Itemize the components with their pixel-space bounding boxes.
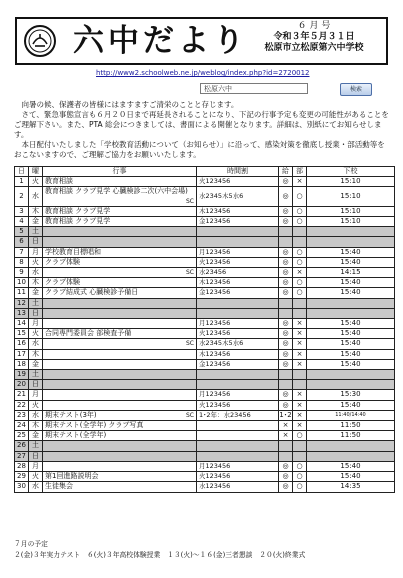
timetable-cell: 火123456 bbox=[197, 472, 279, 482]
intro-paragraph: 向暑の候、保護者の皆様にはますますご清栄のことと存じます。 bbox=[14, 100, 239, 109]
table-row bbox=[15, 410, 395, 420]
next-month-events: ２(金)３年実力テスト ６(火)３年高校体験授業 １３(火)～１６(金)三者懇談 ２０(火)終業式 bbox=[14, 551, 306, 559]
day-cell: 10 bbox=[15, 278, 29, 288]
dismissal-cell bbox=[307, 451, 395, 461]
day-cell: 7 bbox=[15, 247, 29, 257]
weekday-cell: 木 bbox=[29, 421, 43, 431]
header-club: 部 bbox=[293, 167, 307, 177]
timetable-cell bbox=[197, 421, 279, 431]
day-cell: 28 bbox=[15, 461, 29, 471]
dismissal-cell: 14:35 bbox=[307, 482, 395, 492]
weekday-cell: 月 bbox=[29, 319, 43, 329]
event-cell bbox=[43, 380, 197, 390]
club-cell: ○ bbox=[293, 461, 307, 471]
event-cell bbox=[43, 257, 197, 267]
day-cell: 30 bbox=[15, 482, 29, 492]
weekday-cell: 水 bbox=[29, 410, 43, 420]
event-cell bbox=[43, 227, 197, 237]
event-cell bbox=[43, 268, 197, 278]
club-cell: × bbox=[293, 390, 307, 400]
table-row bbox=[15, 359, 395, 369]
dismissal-cell: 15:40 bbox=[307, 288, 395, 298]
lunch-cell: ◎ bbox=[279, 349, 293, 359]
event-text: クラブ体験 bbox=[45, 257, 80, 266]
lunch-cell: ◎ bbox=[279, 329, 293, 339]
weekday-cell: 木 bbox=[29, 278, 43, 288]
event-cell bbox=[43, 187, 197, 206]
dismissal-cell: 15:40 bbox=[307, 359, 395, 369]
timetable-cell: 月123456 bbox=[197, 390, 279, 400]
club-cell bbox=[293, 237, 307, 247]
event-cell bbox=[43, 472, 197, 482]
table-row bbox=[15, 247, 395, 257]
timetable-cell bbox=[197, 380, 279, 390]
table-row bbox=[15, 431, 395, 441]
day-cell: 18 bbox=[15, 359, 29, 369]
table-header-row bbox=[15, 167, 395, 177]
event-cell bbox=[43, 410, 197, 420]
club-cell bbox=[293, 308, 307, 318]
weekday-cell: 金 bbox=[29, 288, 43, 298]
lunch-cell: ◎ bbox=[279, 482, 293, 492]
dismissal-cell bbox=[307, 308, 395, 318]
event-cell bbox=[43, 177, 197, 187]
event-cell bbox=[43, 278, 197, 288]
table-row bbox=[15, 349, 395, 359]
club-cell: × bbox=[293, 177, 307, 187]
event-text: 学校教育目標唱和 bbox=[45, 247, 101, 256]
club-cell: ○ bbox=[293, 482, 307, 492]
lunch-cell: ◎ bbox=[279, 319, 293, 329]
table-row bbox=[15, 461, 395, 471]
table-row bbox=[15, 319, 395, 329]
weekday-cell: 木 bbox=[29, 206, 43, 216]
counselor-tag: SC bbox=[186, 411, 194, 419]
issue-info bbox=[264, 21, 364, 54]
event-text: クラブ結成式 心臓検診予備日 bbox=[45, 288, 139, 297]
counselor-tag: SC bbox=[186, 269, 194, 277]
timetable-cell bbox=[197, 227, 279, 237]
event-text: 教育相談 bbox=[45, 177, 73, 186]
weekday-cell: 月 bbox=[29, 247, 43, 257]
header-dismissal: 下校 bbox=[307, 167, 395, 177]
day-cell: 1 bbox=[15, 177, 29, 187]
table-row bbox=[15, 237, 395, 247]
club-cell: × bbox=[293, 268, 307, 278]
weekday-cell: 土 bbox=[29, 441, 43, 451]
event-cell bbox=[43, 247, 197, 257]
timetable-cell: 火123456 bbox=[197, 329, 279, 339]
day-cell: 22 bbox=[15, 400, 29, 410]
lunch-cell: ◎ bbox=[279, 339, 293, 349]
lunch-cell bbox=[279, 380, 293, 390]
lunch-cell: ◎ bbox=[279, 390, 293, 400]
event-text: 生徒集会 bbox=[45, 482, 73, 491]
dismissal-cell: 15:40 bbox=[307, 472, 395, 482]
next-month-schedule bbox=[14, 539, 394, 561]
club-cell: × bbox=[293, 410, 307, 420]
table-row bbox=[15, 421, 395, 431]
school-website-link[interactable]: http://www2.schoolweb.ne.jp/weblog/index.php?id=2720012 bbox=[96, 69, 310, 77]
lunch-cell: ◎ bbox=[279, 278, 293, 288]
table-row bbox=[15, 339, 395, 349]
header-day: 日 bbox=[15, 167, 29, 177]
day-cell: 13 bbox=[15, 308, 29, 318]
weekday-cell: 水 bbox=[29, 482, 43, 492]
club-cell: × bbox=[293, 400, 307, 410]
weekday-cell: 火 bbox=[29, 400, 43, 410]
lunch-cell: ◎ bbox=[279, 400, 293, 410]
timetable-cell: 月123456 bbox=[197, 319, 279, 329]
header-lunch: 給 bbox=[279, 167, 293, 177]
lunch-cell bbox=[279, 370, 293, 380]
dismissal-cell: 11:50 bbox=[307, 421, 395, 431]
dismissal-cell: 15:40 bbox=[307, 461, 395, 471]
dismissal-cell: 14:15 bbox=[307, 268, 395, 278]
day-cell: 12 bbox=[15, 298, 29, 308]
event-cell bbox=[43, 390, 197, 400]
lunch-cell: × bbox=[279, 431, 293, 441]
table-row bbox=[15, 308, 395, 318]
lunch-cell: ◎ bbox=[279, 359, 293, 369]
club-cell: ○ bbox=[293, 217, 307, 227]
event-text: クラブ体験 bbox=[45, 278, 80, 287]
club-cell: × bbox=[293, 319, 307, 329]
intro-paragraph: 本日配付いたしました「学校教育活動について（お知らせ）」に沿って、感染対策を徹底し授業・部活動等をおこないますので、ご理解ご協力をお願いいたします。 bbox=[14, 140, 385, 159]
day-cell: 9 bbox=[15, 268, 29, 278]
day-cell: 11 bbox=[15, 288, 29, 298]
club-cell: × bbox=[293, 339, 307, 349]
search-button[interactable]: 検索 bbox=[340, 83, 372, 96]
day-cell: 20 bbox=[15, 380, 29, 390]
timetable-cell bbox=[197, 298, 279, 308]
event-cell bbox=[43, 329, 197, 339]
dismissal-cell: 15:30 bbox=[307, 390, 395, 400]
day-cell: 21 bbox=[15, 390, 29, 400]
club-cell: ○ bbox=[293, 278, 307, 288]
dismissal-cell: 15:40 bbox=[307, 349, 395, 359]
dismissal-cell: 11:40/14:40 bbox=[307, 410, 395, 420]
weekday-cell: 水 bbox=[29, 339, 43, 349]
event-text: 第1回進路説明会 bbox=[45, 472, 99, 481]
event-text: 期末テスト(3年) bbox=[45, 410, 97, 419]
lunch-cell: ◎ bbox=[279, 247, 293, 257]
lunch-cell: ◎ bbox=[279, 177, 293, 187]
table-row bbox=[15, 390, 395, 400]
event-cell bbox=[43, 359, 197, 369]
weekday-cell: 月 bbox=[29, 461, 43, 471]
club-cell: ○ bbox=[293, 247, 307, 257]
table-row bbox=[15, 187, 395, 206]
dismissal-cell bbox=[307, 227, 395, 237]
event-cell bbox=[43, 288, 197, 298]
club-cell: × bbox=[293, 349, 307, 359]
event-text: 合同専門委員会 部検査予備 bbox=[45, 329, 132, 338]
weekday-cell: 土 bbox=[29, 227, 43, 237]
dismissal-cell: 15:40 bbox=[307, 400, 395, 410]
lunch-cell: ◎ bbox=[279, 206, 293, 216]
lunch-cell: × bbox=[279, 421, 293, 431]
event-cell bbox=[43, 217, 197, 227]
club-cell: × bbox=[293, 329, 307, 339]
table-row bbox=[15, 370, 395, 380]
event-cell bbox=[43, 482, 197, 492]
lunch-cell bbox=[279, 441, 293, 451]
event-cell bbox=[43, 308, 197, 318]
dismissal-cell: 15:40 bbox=[307, 319, 395, 329]
day-cell: 25 bbox=[15, 431, 29, 441]
dismissal-cell bbox=[307, 298, 395, 308]
day-cell: 15 bbox=[15, 329, 29, 339]
lunch-cell bbox=[279, 237, 293, 247]
search-input[interactable]: 松原六中 bbox=[200, 83, 308, 94]
intro-text bbox=[14, 100, 392, 160]
event-text: 教育相談 クラブ見学 bbox=[45, 217, 111, 226]
club-cell: × bbox=[293, 421, 307, 431]
weekday-cell: 火 bbox=[29, 257, 43, 267]
day-cell: 14 bbox=[15, 319, 29, 329]
club-cell bbox=[293, 370, 307, 380]
lunch-cell: ◎ bbox=[279, 257, 293, 267]
table-row bbox=[15, 329, 395, 339]
club-cell: × bbox=[293, 359, 307, 369]
weekday-cell: 火 bbox=[29, 177, 43, 187]
day-cell: 23 bbox=[15, 410, 29, 420]
next-month-heading: ７月の予定 bbox=[14, 540, 48, 548]
club-cell bbox=[293, 451, 307, 461]
day-cell: 26 bbox=[15, 441, 29, 451]
weekday-cell: 木 bbox=[29, 349, 43, 359]
weekday-cell: 日 bbox=[29, 308, 43, 318]
weekday-cell: 土 bbox=[29, 370, 43, 380]
club-cell: ○ bbox=[293, 206, 307, 216]
day-cell: 5 bbox=[15, 227, 29, 237]
club-cell bbox=[293, 298, 307, 308]
day-cell: 6 bbox=[15, 237, 29, 247]
timetable-cell: 火123456 bbox=[197, 400, 279, 410]
school-name: 松原市立松原第六中学校 bbox=[264, 43, 364, 53]
timetable-cell: 月123456 bbox=[197, 461, 279, 471]
club-cell bbox=[293, 227, 307, 237]
dismissal-cell: 15:40 bbox=[307, 278, 395, 288]
table-row bbox=[15, 278, 395, 288]
day-cell: 8 bbox=[15, 257, 29, 267]
timetable-cell: 1･2年：水23456 bbox=[197, 410, 279, 420]
club-cell: ○ bbox=[293, 187, 307, 206]
weekday-cell: 火 bbox=[29, 329, 43, 339]
table-row bbox=[15, 451, 395, 461]
event-cell bbox=[43, 400, 197, 410]
timetable-cell bbox=[197, 431, 279, 441]
schedule-body bbox=[15, 177, 395, 492]
club-cell: ○ bbox=[293, 472, 307, 482]
timetable-cell bbox=[197, 451, 279, 461]
timetable-cell bbox=[197, 370, 279, 380]
table-row bbox=[15, 380, 395, 390]
event-cell bbox=[43, 441, 197, 451]
club-cell: ○ bbox=[293, 288, 307, 298]
day-cell: 27 bbox=[15, 451, 29, 461]
dismissal-cell: 15:40 bbox=[307, 257, 395, 267]
dismissal-cell bbox=[307, 380, 395, 390]
timetable-cell bbox=[197, 308, 279, 318]
event-cell bbox=[43, 237, 197, 247]
table-row bbox=[15, 441, 395, 451]
lunch-cell bbox=[279, 298, 293, 308]
club-cell: ○ bbox=[293, 257, 307, 267]
timetable-cell: 水2345木5水6 bbox=[197, 187, 279, 206]
timetable-cell: 水23456 bbox=[197, 268, 279, 278]
weekday-cell: 土 bbox=[29, 298, 43, 308]
event-cell bbox=[43, 298, 197, 308]
lunch-cell: ◎ bbox=[279, 187, 293, 206]
counselor-tag: SC bbox=[186, 340, 194, 348]
lunch-cell bbox=[279, 227, 293, 237]
schedule-table bbox=[14, 166, 395, 493]
lunch-cell: ◎ bbox=[279, 288, 293, 298]
weekday-cell: 金 bbox=[29, 217, 43, 227]
dismissal-cell: 15:10 bbox=[307, 177, 395, 187]
table-row bbox=[15, 177, 395, 187]
event-cell bbox=[43, 421, 197, 431]
table-row bbox=[15, 400, 395, 410]
table-row bbox=[15, 227, 395, 237]
dismissal-cell bbox=[307, 370, 395, 380]
event-text: 教育相談 クラブ見学 心臓検診二次(六中会場) bbox=[45, 187, 188, 196]
club-cell bbox=[293, 380, 307, 390]
newsletter-title: 六中だより bbox=[73, 23, 248, 59]
table-row bbox=[15, 298, 395, 308]
table-row bbox=[15, 257, 395, 267]
masthead bbox=[15, 17, 388, 65]
dismissal-cell: 11:50 bbox=[307, 431, 395, 441]
lunch-cell: 1･2 bbox=[279, 410, 292, 419]
weekday-cell: 水 bbox=[29, 187, 43, 206]
lunch-cell: ◎ bbox=[279, 461, 293, 471]
day-cell: 2 bbox=[15, 187, 29, 206]
dismissal-cell bbox=[307, 237, 395, 247]
header-weekday: 曜 bbox=[29, 167, 43, 177]
club-cell bbox=[293, 441, 307, 451]
event-cell bbox=[43, 206, 197, 216]
weekday-cell: 日 bbox=[29, 451, 43, 461]
timetable-cell: 木123456 bbox=[197, 206, 279, 216]
lunch-cell: ◎ bbox=[279, 268, 293, 278]
counselor-tag: SC bbox=[186, 197, 194, 205]
day-cell: 16 bbox=[15, 339, 29, 349]
day-cell: 3 bbox=[15, 206, 29, 216]
weekday-cell: 水 bbox=[29, 268, 43, 278]
weekday-cell: 金 bbox=[29, 359, 43, 369]
lunch-cell: ◎ bbox=[279, 472, 293, 482]
dismissal-cell: 15:40 bbox=[307, 339, 395, 349]
timetable-cell: 金123456 bbox=[197, 288, 279, 298]
dismissal-cell bbox=[307, 441, 395, 451]
event-cell bbox=[43, 339, 197, 349]
timetable-cell: 水123456 bbox=[197, 482, 279, 492]
weekday-cell: 金 bbox=[29, 431, 43, 441]
table-row bbox=[15, 288, 395, 298]
timetable-cell bbox=[197, 441, 279, 451]
header-event: 行事 bbox=[43, 167, 197, 177]
timetable-cell: 木123456 bbox=[197, 278, 279, 288]
timetable-cell: 金123456 bbox=[197, 359, 279, 369]
timetable-cell: 火123456 bbox=[197, 257, 279, 267]
table-row bbox=[15, 268, 395, 278]
table-row bbox=[15, 472, 395, 482]
event-cell bbox=[43, 451, 197, 461]
event-text: 期末テスト(全学年) クラブ写真 bbox=[45, 421, 144, 430]
weekday-cell: 月 bbox=[29, 390, 43, 400]
day-cell: 4 bbox=[15, 217, 29, 227]
dismissal-cell: 15:10 bbox=[307, 187, 395, 206]
dismissal-cell: 15:10 bbox=[307, 217, 395, 227]
event-cell bbox=[43, 319, 197, 329]
timetable-cell: 月123456 bbox=[197, 247, 279, 257]
event-cell bbox=[43, 461, 197, 471]
intro-paragraph: さて、緊急事態宣言も６月２０日まで再延長されることになり、下記の行事予定も変更の可能性があることをご理解下さい。また、PTA 総会につきましては、書面による開催となります。詳細は、別紙にてお知らせします。 bbox=[14, 110, 389, 139]
lunch-cell bbox=[279, 451, 293, 461]
weekday-cell: 火 bbox=[29, 472, 43, 482]
dismissal-cell: 15:10 bbox=[307, 206, 395, 216]
event-cell bbox=[43, 370, 197, 380]
club-cell: ○ bbox=[293, 431, 307, 441]
timetable-cell: 水2345木5水6 bbox=[197, 339, 279, 349]
weekday-cell: 日 bbox=[29, 380, 43, 390]
timetable-cell: 火123456 bbox=[197, 177, 279, 187]
event-cell bbox=[43, 431, 197, 441]
header-timetable: 時間割 bbox=[197, 167, 279, 177]
day-cell: 19 bbox=[15, 370, 29, 380]
dismissal-cell: 15:40 bbox=[307, 329, 395, 339]
issue-month: ６ 月 号 bbox=[297, 21, 331, 31]
day-cell: 29 bbox=[15, 472, 29, 482]
day-cell: 17 bbox=[15, 349, 29, 359]
event-cell bbox=[43, 349, 197, 359]
school-emblem-icon bbox=[23, 24, 57, 58]
lunch-cell bbox=[279, 308, 293, 318]
dismissal-cell: 15:40 bbox=[307, 247, 395, 257]
table-row bbox=[15, 206, 395, 216]
timetable-cell: 金123456 bbox=[197, 217, 279, 227]
timetable-cell bbox=[197, 237, 279, 247]
day-cell: 24 bbox=[15, 421, 29, 431]
event-text: 期末テスト(全学年) bbox=[45, 431, 107, 440]
event-text: 教育相談 クラブ見学 bbox=[45, 206, 111, 215]
table-row bbox=[15, 482, 395, 492]
lunch-cell: ◎ bbox=[279, 217, 293, 227]
issue-date: 令和３年５月３１日 bbox=[273, 32, 355, 42]
timetable-cell: 木123456 bbox=[197, 349, 279, 359]
weekday-cell: 日 bbox=[29, 237, 43, 247]
table-row bbox=[15, 217, 395, 227]
